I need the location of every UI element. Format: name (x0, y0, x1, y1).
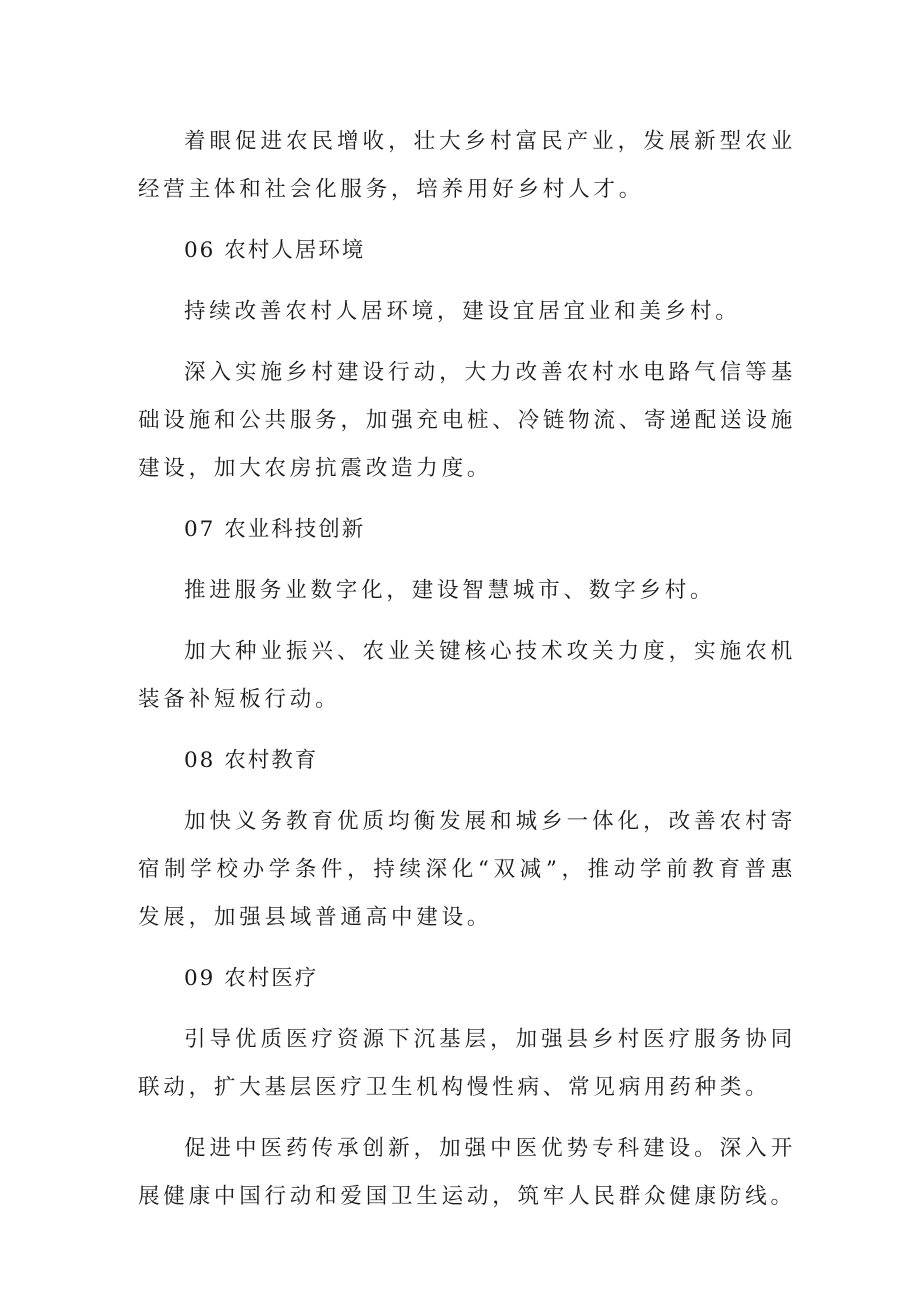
paragraph-living-environment: 持续改善农村人居环境，建设宜居宜业和美乡村。 (184, 299, 741, 324)
section-heading-08: 08 农村教育 (184, 748, 319, 773)
paragraph-seed-industry: 加大种业振兴、农业关键核心技术攻关力度，实施农机装备补短板行动。 (138, 639, 796, 712)
paragraph-farmer-income: 着眼促进农民增收，壮大乡村富民产业，发展新型农业经营主体和社会化服务，培养用好乡村人才。 (138, 129, 796, 202)
document-body (138, 118, 796, 1234)
paragraph-compulsory-education: 加快义务教育优质均衡发展和城乡一体化，改善农村寄宿制学校办学条件，持续深化“双减”，推动学前教育普惠发展，加强县域普通高中建设。 (138, 809, 796, 930)
paragraph-traditional-medicine: 促进中医药传承创新，加强中医优势专科建设。深入开展健康中国行动和爱国卫生运动，筑牢人民群众健康防线。 (138, 1136, 796, 1209)
section-heading-09: 09 农村医疗 (184, 966, 319, 991)
paragraph-medical-resources: 引导优质医疗资源下沉基层，加强县乡村医疗服务协同联动，扩大基层医疗卫生机构慢性病、常见病用药种类。 (138, 1027, 796, 1100)
paragraph-digitalization: 推进服务业数字化，建设智慧城市、数字乡村。 (184, 578, 716, 603)
paragraph-rural-construction: 深入实施乡村建设行动，大力改善农村水电路气信等基础设施和公共服务，加强充电桩、冷链物流、寄递配送设施建设，加大农房抗震改造力度。 (138, 360, 796, 481)
section-heading-06: 06 农村人居环境 (184, 238, 366, 263)
section-heading-07: 07 农业科技创新 (184, 517, 366, 542)
